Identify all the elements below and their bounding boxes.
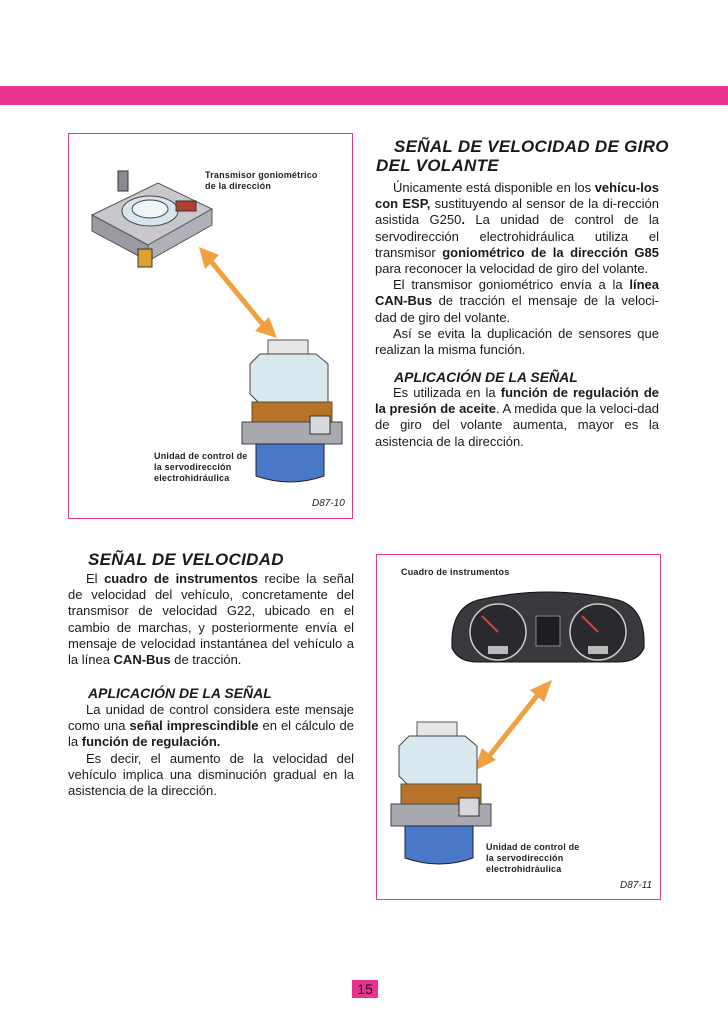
- body-steering-speed: [375, 180, 659, 358]
- bold-text: línea CAN-Bus: [375, 277, 659, 309]
- bold-text: función de regulación.: [81, 734, 221, 750]
- paragraph: [68, 571, 354, 668]
- text-run: Es utilizada en la: [393, 385, 501, 400]
- heading-application-1: APLICACIÓN DE LA SEÑAL: [394, 369, 578, 385]
- caption-control-unit-1: Unidad de control de la servodirección electrohidráulica: [154, 451, 248, 483]
- paragraph: [68, 702, 354, 751]
- body-application-1: [375, 385, 659, 450]
- header-band: [0, 86, 728, 105]
- double-arrow-1: [195, 245, 280, 340]
- paragraph: [375, 385, 659, 450]
- caption-steering-sensor: Transmisor goniométrico de la dirección: [205, 170, 318, 191]
- text-run: Es decir, el aumento de la velocidad del vehículo implica una disminución gradual en la asistencia de la dirección.: [68, 750, 354, 799]
- text-run: El transmisor goniométrico envía a la: [393, 277, 630, 293]
- paragraph: [375, 180, 659, 277]
- text-run: para reconocer la velocidad de giro del volante.: [375, 261, 649, 277]
- page-number: 15: [352, 980, 378, 998]
- heading-steering-speed: SEÑAL DE VELOCIDAD DE GIRO DEL VOLANTE: [376, 137, 669, 175]
- paragraph: [68, 751, 354, 800]
- text-run: La unidad de control considera este mensaje como una: [68, 702, 354, 734]
- text-run: Únicamente está disponible en los: [393, 180, 595, 195]
- heading-speed-signal: SEÑAL DE VELOCIDAD: [88, 550, 284, 569]
- caption-control-unit-2: Unidad de control de la servodirección electrohidráulica: [486, 842, 580, 874]
- caption-instrument-cluster: Cuadro de instrumentos: [401, 567, 510, 577]
- text-run: Así se evita la duplicación de sensores que realizan la misma función.: [375, 325, 659, 358]
- text-run: El: [86, 571, 105, 586]
- figure-code-2: D87-11: [620, 880, 653, 891]
- text-run: de tracción el mensaje de la veloci-dad de giro del volante.: [375, 293, 659, 325]
- instrument-cluster-illustration: [448, 588, 648, 666]
- bold-text: función de regulación de la presión de aceite: [375, 385, 659, 417]
- body-speed-signal: [68, 571, 354, 668]
- paragraph: [375, 326, 659, 358]
- text-run: sustituyendo al sensor de la di-rección asistida G250: [375, 196, 659, 228]
- body-application-2: [68, 702, 354, 799]
- text-run: en el cálculo de la: [68, 718, 354, 750]
- paragraph: [375, 277, 659, 326]
- pump-control-unit-illustration: [236, 336, 346, 486]
- text-run: recibe la señal de velocidad del vehículo, concretamente del transmisor de velocidad G22, ubicado en el cambio de marchas, y posteriormente envía el mensaje de velocidad instantánea del vehículo a la línea: [68, 571, 354, 668]
- pump-control-unit-illustration-2: [385, 718, 495, 868]
- bold-text: CAN-Bus: [113, 652, 171, 668]
- heading-application-2: APLICACIÓN DE LA SEÑAL: [88, 685, 272, 701]
- figure-code-1: D87-10: [312, 498, 345, 509]
- bold-text: vehícu-los con ESP,: [375, 180, 659, 212]
- text-run: . A medida que la veloci-dad de giro del volante aumenta, mayor es la asistencia de la dirección.: [375, 401, 659, 449]
- bold-text: señal imprescindible: [129, 718, 259, 734]
- text-run: La unidad de control de la servodirección electrohidráulica utiliza el transmisor: [375, 212, 659, 260]
- bold-text: cuadro de instrumentos: [104, 571, 258, 586]
- text-run: de tracción.: [170, 652, 242, 668]
- bold-text: goniométrico de la dirección G85: [442, 244, 659, 260]
- bold-text: .: [461, 212, 465, 228]
